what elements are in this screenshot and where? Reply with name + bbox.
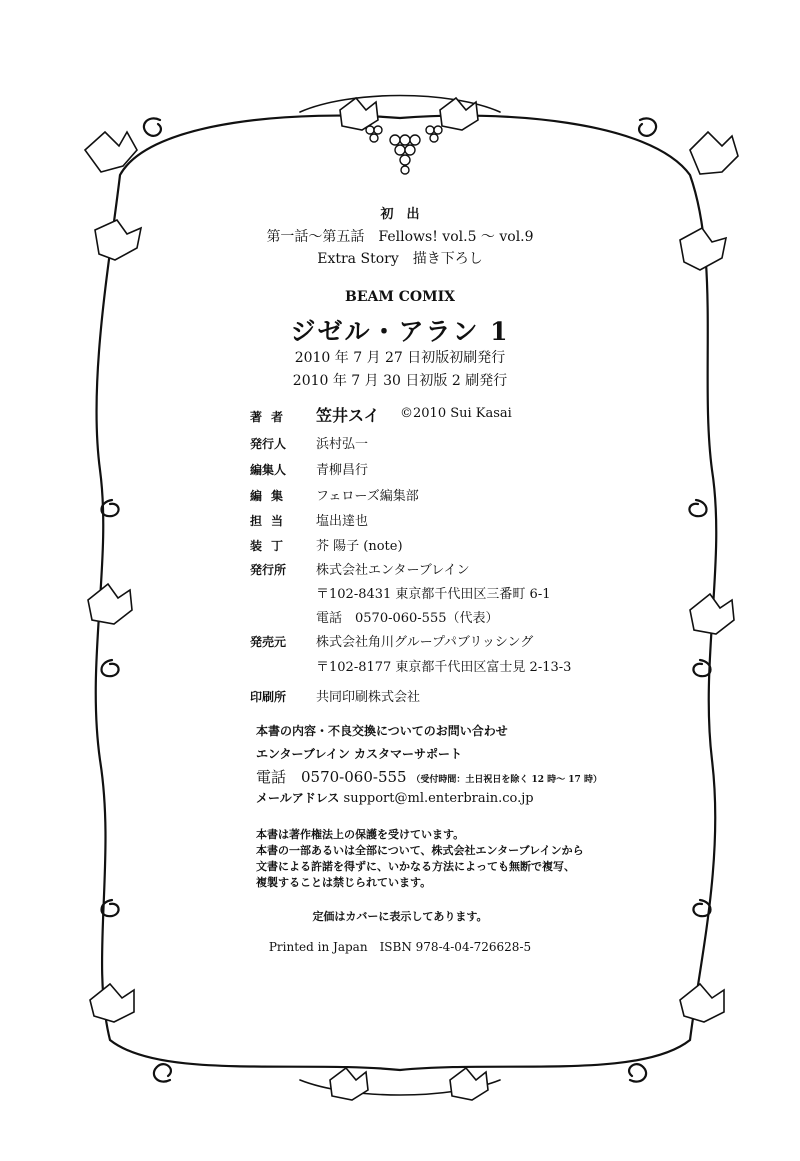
distributor-address: 〒102-8177 東京都千代田区富士見 2-13-3 [316,660,572,675]
credit-label-printer: 印刷所 [250,690,287,704]
imprint-isbn: Printed in Japan ISBN 978-4-04-726628-5 [268,940,532,954]
credit-label-editor-person: 編集人 [250,463,287,477]
credit-value: 共同印刷株式会社 [316,690,421,705]
credit-label-in-charge: 担当 [250,514,293,528]
copyright-notice-line: 複製することは禁じられています。 [256,876,432,889]
vine-curl [629,1064,646,1081]
credit-label-binding: 装丁 [250,539,293,553]
contact-phone-number: 電話 0570-060-555 [256,768,407,786]
publisher-address: 〒102-8431 東京都千代田区三番町 6-1 [316,587,551,602]
leaf [690,132,738,174]
vine-curl [144,118,161,135]
leaf [90,984,134,1022]
book-title: ジゼル・アラン 1 [290,317,510,346]
leaf [88,584,132,624]
price-note: 定価はカバーに表示してあります。 [312,910,488,923]
vine-curl [693,660,710,676]
credit-label-author: 著者 [250,410,293,424]
credit-label-publisher: 発行所 [250,563,287,577]
contact-mail-address: support@ml.enterbrain.co.jp [343,791,534,806]
contact-mail [256,789,534,806]
copyright-notice-line: 文書による許諾を得ずに、いかなる方法によっても無断で複写、 [256,860,575,873]
vine-curl [639,118,656,135]
edition-date: 2010 年 7 月 30 日初版 2 刷発行 [292,373,508,389]
distributor-name: 株式会社角川グループパブリッシング [316,635,534,650]
grape-cluster [426,126,442,142]
vine-curl [689,500,706,516]
credit-value: 塩出達也 [316,514,369,529]
label-name: BEAM COMIX [345,289,455,305]
contact-phone-hours: （受付時間：土日祝日を除く 12 時〜 17 時） [411,775,602,785]
credit-label-publisher-person: 発行人 [250,437,287,451]
publisher-phone: 電話 0570-060-555（代表） [316,611,499,626]
leaf [680,984,724,1022]
contact-mail-label: メールアドレス [256,791,340,805]
edition-date: 2010 年 7 月 27 日初版初刷発行 [294,350,506,366]
grape-cluster [390,135,420,174]
leaf [690,594,734,634]
copyright-notice-line: 本書は著作権法上の保護を受けています。 [256,828,465,841]
contact-line: 本書の内容・不良交換についてのお問い合わせ [256,724,508,738]
first-appearance-heading: 初 出 [380,207,420,222]
contact-phone [256,766,602,787]
vine-curl [154,1064,171,1081]
credit-value: 青柳昌行 [316,463,369,478]
leaf [330,1068,368,1100]
contact-line: エンターブレイン カスタマーサポート [256,747,463,761]
author-copyright: ©2010 Sui Kasai [400,406,512,421]
vine-curl [102,660,119,676]
first-appearance-line: Extra Story 描き下ろし [317,251,483,267]
copyright-notice-line: 本書の一部あるいは全部について、株式会社エンターブレインから [256,844,584,857]
credit-value: フェローズ編集部 [316,489,419,504]
credit-label-editing: 編集 [250,489,293,503]
first-appearance-line: 第一話〜第五話 Fellows! vol.5 〜 vol.9 [266,229,534,245]
credit-value: 芥 陽子 (note) [316,539,403,554]
author-name: 笠井スイ [316,406,380,425]
publisher-name: 株式会社エンターブレイン [316,563,470,578]
leaf [340,98,378,130]
leaf [85,132,137,172]
credit-value: 浜村弘一 [316,437,369,452]
credit-label-distributor: 発売元 [250,635,287,649]
leaf [450,1068,488,1100]
grape-cluster [366,126,382,142]
